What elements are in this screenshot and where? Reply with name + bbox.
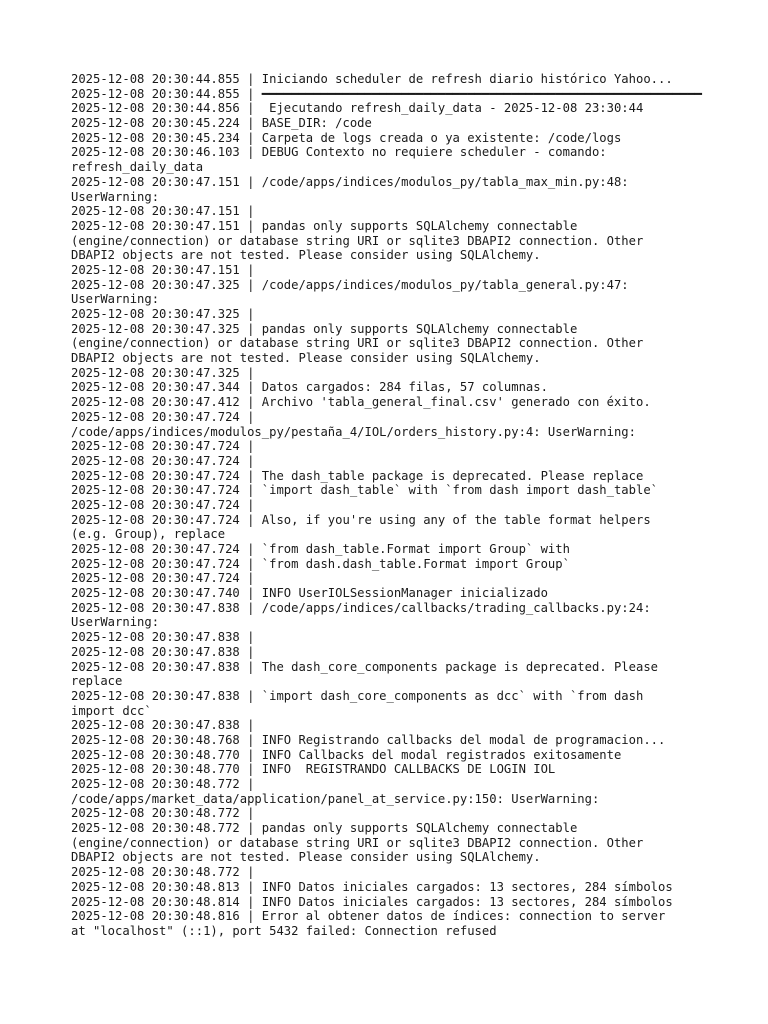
log-line: 2025-12-08 20:30:47.151 | /code/apps/indices/modulos_py/tabla_max_min.py:48: [71,174,629,189]
log-line: DBAPI2 objects are not tested. Please consider using SQLAlchemy. [71,850,541,865]
log-line: 2025-12-08 20:30:47.724 | [71,497,255,512]
log-line: 2025-12-08 20:30:47.325 | /code/apps/indices/modulos_py/tabla_general.py:47: [71,277,629,292]
log-line: 2025-12-08 20:30:46.103 | DEBUG Contexto no requiere scheduler - comando: [71,145,607,160]
log-line: DBAPI2 objects are not tested. Please consider using SQLAlchemy. [71,248,541,263]
log-line: 2025-12-08 20:30:48.772 | [71,806,255,821]
log-line: 2025-12-08 20:30:47.724 | Also, if you're using any of the table format helpers [71,512,651,527]
log-line: 2025-12-08 20:30:47.838 | /code/apps/indices/callbacks/trading_callbacks.py:24: [71,600,651,615]
log-line: 2025-12-08 20:30:48.816 | Error al obtener datos de índices: connection to server [71,909,666,924]
log-line: 2025-12-08 20:30:47.724 | `from dash.dash_table.Format import Group` [71,556,570,571]
log-line: 2025-12-08 20:30:48.772 | [71,777,255,791]
log-line: 2025-12-08 20:30:45.224 | BASE_DIR: /code [71,116,372,131]
log-line: 2025-12-08 20:30:48.813 | INFO Datos iniciales cargados: 13 sectores, 284 símbolos [71,879,673,894]
log-line: at "localhost" (::1), port 5432 failed: Connection refused [71,923,497,938]
log-line: 2025-12-08 20:30:48.772 | pandas only supports SQLAlchemy connectable [71,821,578,836]
log-line: 2025-12-08 20:30:47.344 | Datos cargados: 284 filas, 57 columnas. [71,380,548,395]
log-line: 2025-12-08 20:30:47.838 | The dash_core_components package is deprecated. Please [71,659,658,674]
log-line: /code/apps/indices/modulos_py/pestaña_4/IOL/orders_history.py:4: UserWarning: [71,424,636,439]
log-line: 2025-12-08 20:30:47.325 | pandas only supports SQLAlchemy connectable [71,321,578,336]
log-line: (engine/connection) or database string URI or sqlite3 DBAPI2 connection. Other [71,233,644,248]
log-line: UserWarning: [71,189,160,204]
log-line: 2025-12-08 20:30:47.740 | INFO UserIOLSessionManager inicializado [71,586,548,601]
log-line: 2025-12-08 20:30:44.855 | ━━━━━━━━━━━━━━━━━━━━━━━━━━━━━━━━━━━━━━━━━━━━━━━━━━━━━━━━━━━━ [71,86,703,101]
log-line: 2025-12-08 20:30:47.325 | [71,365,255,380]
log-line: 2025-12-08 20:30:47.724 | [71,439,255,454]
log-line: refresh_daily_data [71,160,204,175]
log-line: 2025-12-08 20:30:47.838 | [71,644,255,659]
log-line: (engine/connection) or database string URI or sqlite3 DBAPI2 connection. Other [71,336,644,351]
log-line: 2025-12-08 20:30:44.855 | Iniciando scheduler de refresh diario histórico Yahoo... [71,72,673,86]
log-line: 2025-12-08 20:30:47.724 | `from dash_table.Format import Group` with [71,542,570,556]
log-line: 2025-12-08 20:30:48.814 | INFO Datos iniciales cargados: 13 sectores, 284 símbolos [71,894,673,909]
log-line: 2025-12-08 20:30:47.838 | `import dash_core_components as dcc` with `from dash [71,688,644,703]
log-line: 2025-12-08 20:30:47.151 | [71,204,255,219]
log-line: 2025-12-08 20:30:48.768 | INFO Registrando callbacks del modal de programacion... [71,732,666,747]
log-line: /code/apps/market_data/application/panel_at_service.py:150: UserWarning: [71,791,600,806]
log-line: 2025-12-08 20:30:47.838 | [71,630,255,645]
log-line: 2025-12-08 20:30:47.412 | Archivo 'tabla_general_final.csv' generado con éxito. [71,395,651,410]
log-line: 2025-12-08 20:30:47.724 | `import dash_table` with `from dash import dash_table` [71,483,658,498]
log-line: 2025-12-08 20:30:45.234 | Carpeta de logs creada o ya existente: /code/logs [71,130,622,145]
log-line: replace [71,674,123,689]
log-line: 2025-12-08 20:30:47.724 | [71,571,255,586]
log-line: UserWarning: [71,615,160,630]
log-line: UserWarning: [71,292,160,307]
log-line: (engine/connection) or database string URI or sqlite3 DBAPI2 connection. Other [71,835,644,850]
log-line: 2025-12-08 20:30:48.770 | INFO REGISTRANDO CALLBACKS DE LOGIN IOL [71,762,556,777]
log-line: (e.g. Group), replace [71,527,226,542]
log-line: 2025-12-08 20:30:47.724 | [71,409,255,424]
log-line: 2025-12-08 20:30:44.856 | Ejecutando refresh_daily_data - 2025-12-08 23:30:44 [71,101,644,116]
log-line: 2025-12-08 20:30:47.151 | [71,262,255,277]
log-line: 2025-12-08 20:30:47.724 | [71,453,255,468]
log-line: 2025-12-08 20:30:47.325 | [71,307,255,321]
log-line: 2025-12-08 20:30:47.724 | The dash_table package is deprecated. Please replace [71,468,644,483]
log-line: 2025-12-08 20:30:48.770 | INFO Callbacks del modal registrados exitosamente [71,747,622,762]
log-line: DBAPI2 objects are not tested. Please consider using SQLAlchemy. [71,351,541,366]
log-output [71,72,711,939]
log-line: import dcc` [71,703,152,718]
log-line: 2025-12-08 20:30:47.151 | pandas only supports SQLAlchemy connectable [71,218,578,233]
log-line: 2025-12-08 20:30:48.772 | [71,865,255,880]
log-line: 2025-12-08 20:30:47.838 | [71,718,255,733]
